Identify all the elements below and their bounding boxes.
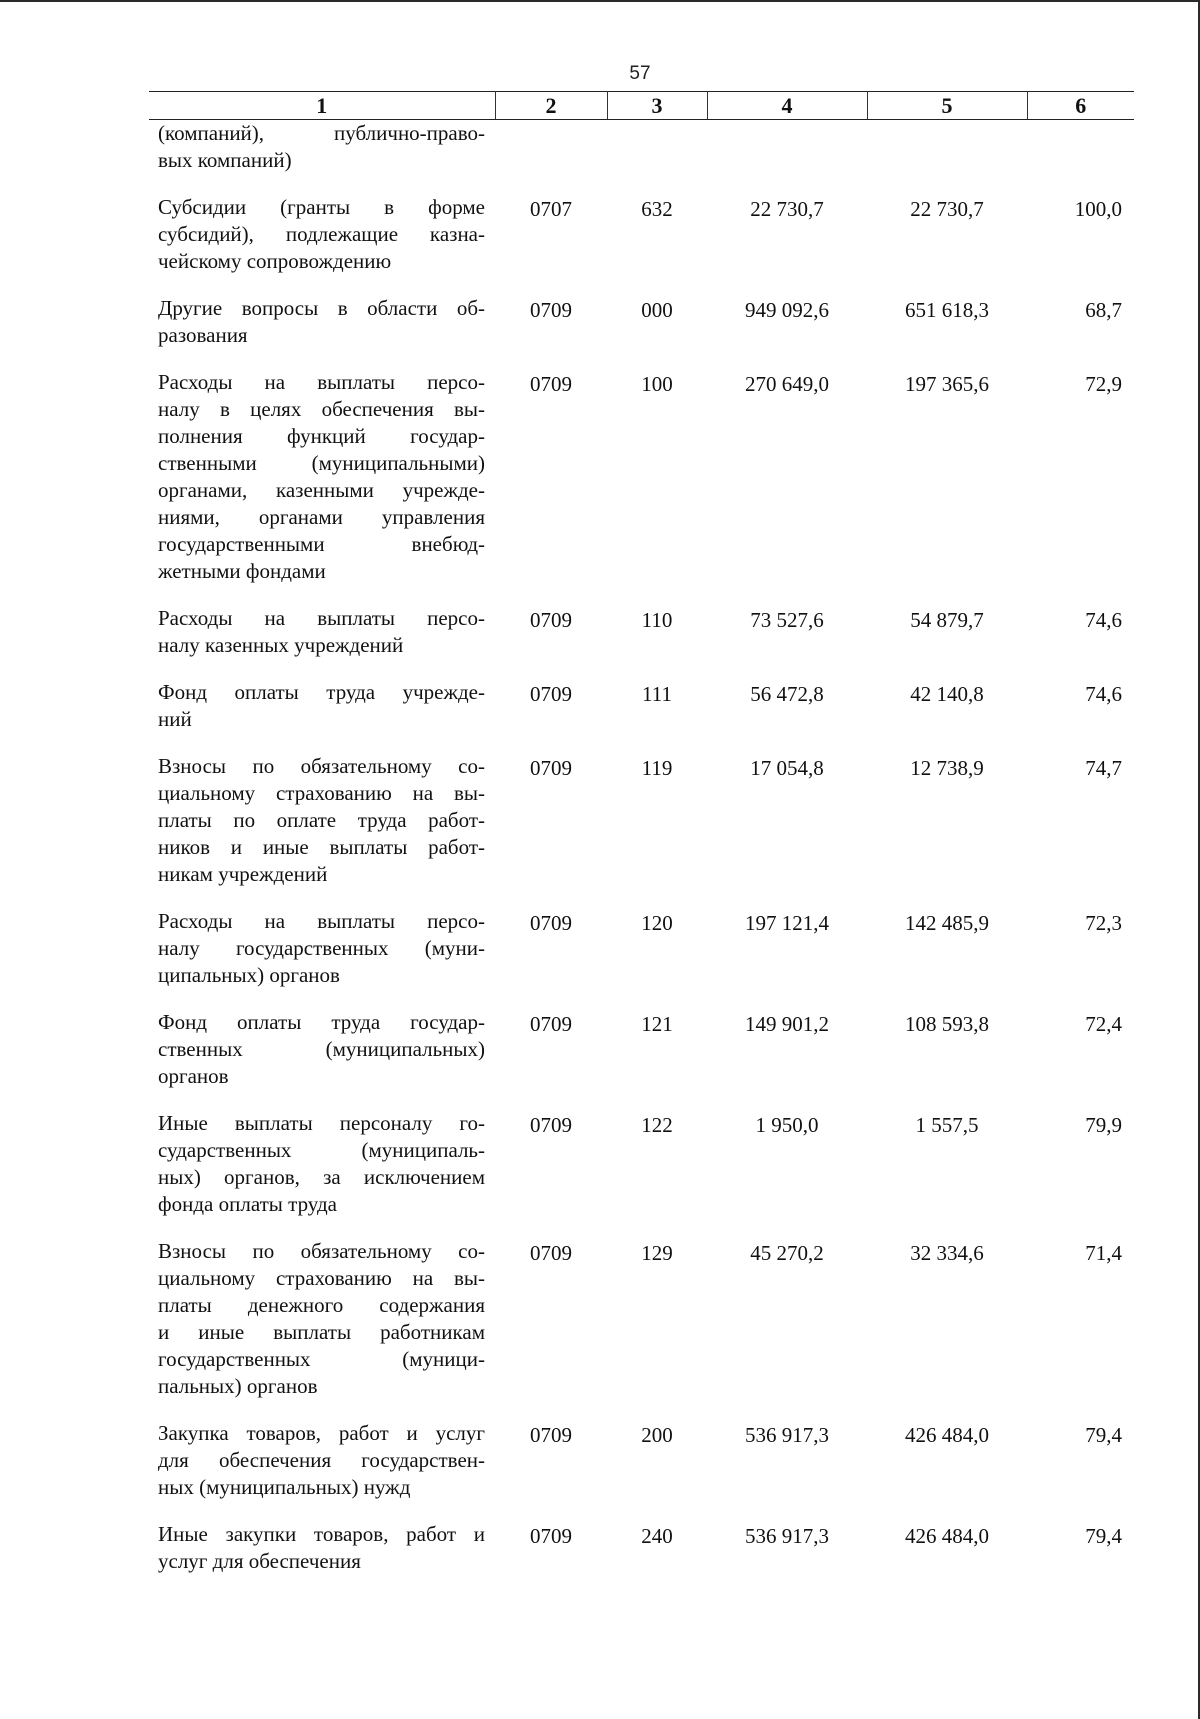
description-line: платы по оплате труда работ- — [158, 808, 485, 832]
row-expense-type-code: 240 — [641, 1524, 673, 1548]
row-expense-type-code: 119 — [641, 756, 673, 780]
description-line: (компаний), публично-право- — [158, 121, 485, 145]
row-planned-amount: 45 270,2 — [750, 1241, 824, 1265]
description-line: государственными внебюд- — [158, 532, 485, 556]
row-execution-percent: 74,7 — [1085, 756, 1122, 780]
row-expense-type-code — [607, 120, 707, 195]
description-line: пальных) органов — [158, 1374, 318, 1398]
row-actual-amount: 32 334,6 — [910, 1241, 984, 1265]
description-line: Фонд оплаты труда государ- — [158, 1010, 485, 1034]
table-row — [149, 753, 1134, 908]
description-line: Расходы на выплаты персо- — [158, 606, 485, 630]
row-description — [149, 1009, 495, 1110]
header-col-6: 6 — [1027, 92, 1134, 120]
table-row — [149, 908, 1134, 1009]
row-execution-percent: 68,7 — [1085, 298, 1122, 322]
table-row — [149, 1238, 1134, 1420]
row-execution-percent: 71,4 — [1085, 1241, 1122, 1265]
table-body — [149, 120, 1134, 1596]
table-row — [149, 295, 1134, 369]
description-line: и иные выплаты работникам — [158, 1320, 485, 1344]
row-section-code: 0709 — [530, 1113, 572, 1137]
page-number: 57 — [629, 63, 651, 84]
row-section-code: 0709 — [530, 1241, 572, 1265]
row-description — [149, 120, 495, 195]
row-section-code: 0709 — [530, 911, 572, 935]
row-execution-percent: 79,9 — [1085, 1113, 1122, 1137]
description-line: чейскому сопровождению — [158, 249, 392, 273]
row-actual-amount: 1 557,5 — [915, 1113, 979, 1137]
row-section-code: 0709 — [530, 1423, 572, 1447]
table-header — [149, 92, 1134, 120]
row-planned-amount: 270 649,0 — [745, 372, 829, 396]
row-expense-type-code: 100 — [641, 372, 673, 396]
row-actual-amount: 42 140,8 — [910, 682, 984, 706]
description-line: субсидий), подлежащие казна- — [158, 222, 485, 246]
description-line: Иные выплаты персоналу го- — [158, 1111, 485, 1135]
description-line: жетными фондами — [158, 559, 326, 583]
row-actual-amount: 426 484,0 — [905, 1524, 989, 1548]
description-line: Иные закупки товаров, работ и — [158, 1522, 485, 1546]
description-line: для обеспечения государствен- — [158, 1448, 485, 1472]
table-row — [149, 194, 1134, 295]
description-line: налу государственных (муни- — [158, 936, 485, 960]
row-description — [149, 1110, 495, 1238]
row-execution-percent: 74,6 — [1085, 608, 1122, 632]
table-row — [149, 369, 1134, 605]
row-execution-percent: 79,4 — [1085, 1524, 1122, 1548]
description-line: Фонд оплаты труда учрежде- — [158, 680, 485, 704]
row-planned-amount: 17 054,8 — [750, 756, 824, 780]
row-execution-percent: 72,9 — [1085, 372, 1122, 396]
row-expense-type-code: 111 — [642, 682, 672, 706]
header-col-2: 2 — [495, 92, 607, 120]
row-execution-percent: 72,4 — [1085, 1012, 1122, 1036]
row-section-code: 0709 — [530, 608, 572, 632]
description-line: циальному страхованию на вы- — [158, 781, 485, 805]
row-section-code — [495, 120, 607, 195]
row-description — [149, 1521, 495, 1595]
description-line: сударственных (муниципаль- — [158, 1138, 485, 1162]
row-section-code: 0709 — [530, 298, 572, 322]
row-section-code: 0709 — [530, 682, 572, 706]
row-planned-amount: 1 950,0 — [755, 1113, 819, 1137]
description-line: органами, казенными учрежде- — [158, 478, 485, 502]
description-line: ственных (муниципальных) — [158, 1037, 485, 1061]
row-description — [149, 295, 495, 369]
header-col-1: 1 — [149, 92, 495, 120]
description-line: ных (муниципальных) нужд — [158, 1475, 411, 1499]
description-line: платы денежного содержания — [158, 1293, 485, 1317]
header-col-3: 3 — [607, 92, 707, 120]
table-row — [149, 1420, 1134, 1521]
table-row — [149, 1521, 1134, 1595]
row-section-code: 0709 — [530, 1524, 572, 1548]
row-actual-amount: 54 879,7 — [910, 608, 984, 632]
row-description — [149, 369, 495, 605]
description-line: услуг для обеспечения — [158, 1549, 361, 1573]
row-planned-amount: 949 092,6 — [745, 298, 829, 322]
description-line: Взносы по обязательному со- — [158, 1239, 485, 1263]
row-expense-type-code: 129 — [641, 1241, 673, 1265]
row-execution-percent — [1027, 120, 1134, 195]
table-row — [149, 605, 1134, 679]
row-actual-amount: 651 618,3 — [905, 298, 989, 322]
description-line: никам учреждений — [158, 862, 328, 886]
row-description — [149, 605, 495, 679]
row-execution-percent: 79,4 — [1085, 1423, 1122, 1447]
table-row — [149, 1110, 1134, 1238]
description-line: ников и иные выплаты работ- — [158, 835, 485, 859]
row-description — [149, 679, 495, 753]
description-line: Расходы на выплаты персо- — [158, 909, 485, 933]
description-line: вых компаний) — [158, 148, 292, 172]
row-expense-type-code: 000 — [641, 298, 673, 322]
description-line: налу в целях обеспечения вы- — [158, 397, 485, 421]
description-line: полнения функций государ- — [158, 424, 485, 448]
row-expense-type-code: 200 — [641, 1423, 673, 1447]
description-line: Расходы на выплаты персо- — [158, 370, 485, 394]
row-planned-amount: 536 917,3 — [745, 1423, 829, 1447]
row-execution-percent: 72,3 — [1085, 911, 1122, 935]
row-description — [149, 1238, 495, 1420]
row-actual-amount: 197 365,6 — [905, 372, 989, 396]
table-row — [149, 679, 1134, 753]
description-line: органов — [158, 1064, 229, 1088]
row-planned-amount: 73 527,6 — [750, 608, 824, 632]
row-planned-amount: 56 472,8 — [750, 682, 824, 706]
description-line: ных) органов, за исключением — [158, 1165, 485, 1189]
header-row — [149, 92, 1134, 120]
description-line: ниями, органами управления — [158, 505, 485, 529]
description-line: государственных (муници- — [158, 1347, 485, 1371]
row-actual-amount — [867, 120, 1027, 195]
description-line: ственными (муниципальными) — [158, 451, 485, 475]
description-line: разования — [158, 323, 248, 347]
row-expense-type-code: 120 — [641, 911, 673, 935]
row-description — [149, 908, 495, 1009]
row-actual-amount: 426 484,0 — [905, 1423, 989, 1447]
row-expense-type-code: 122 — [641, 1113, 673, 1137]
table-row — [149, 120, 1134, 195]
row-section-code: 0709 — [530, 1012, 572, 1036]
row-expense-type-code: 110 — [641, 608, 673, 632]
description-line: Другие вопросы в области об- — [158, 296, 485, 320]
page-border-top — [0, 0, 1200, 2]
description-line: Взносы по обязательному со- — [158, 754, 485, 778]
row-planned-amount: 197 121,4 — [745, 911, 829, 935]
row-section-code: 0707 — [530, 197, 572, 221]
row-execution-percent: 74,6 — [1085, 682, 1122, 706]
description-line: фонда оплаты труда — [158, 1192, 337, 1216]
header-col-4: 4 — [707, 92, 867, 120]
header-col-5: 5 — [867, 92, 1027, 120]
row-planned-amount: 536 917,3 — [745, 1524, 829, 1548]
row-section-code: 0709 — [530, 756, 572, 780]
row-description — [149, 1420, 495, 1521]
description-line: Субсидии (гранты в форме — [158, 195, 485, 219]
row-expense-type-code: 632 — [641, 197, 673, 221]
row-actual-amount: 142 485,9 — [905, 911, 989, 935]
row-expense-type-code: 121 — [641, 1012, 673, 1036]
row-description — [149, 194, 495, 295]
table-row — [149, 1009, 1134, 1110]
description-line: налу казенных учреждений — [158, 633, 404, 657]
row-execution-percent: 100,0 — [1074, 197, 1122, 221]
row-planned-amount — [707, 120, 867, 195]
row-planned-amount: 149 901,2 — [745, 1012, 829, 1036]
row-actual-amount: 22 730,7 — [910, 197, 984, 221]
row-section-code: 0709 — [530, 372, 572, 396]
description-line: циальному страхованию на вы- — [158, 1266, 485, 1290]
budget-execution-table — [149, 91, 1134, 1595]
row-description — [149, 753, 495, 908]
description-line: ний — [158, 707, 192, 731]
description-line: ципальных) органов — [158, 963, 340, 987]
row-planned-amount: 22 730,7 — [750, 197, 824, 221]
row-actual-amount: 108 593,8 — [905, 1012, 989, 1036]
row-actual-amount: 12 738,9 — [910, 756, 984, 780]
description-line: Закупка товаров, работ и услуг — [158, 1421, 485, 1445]
